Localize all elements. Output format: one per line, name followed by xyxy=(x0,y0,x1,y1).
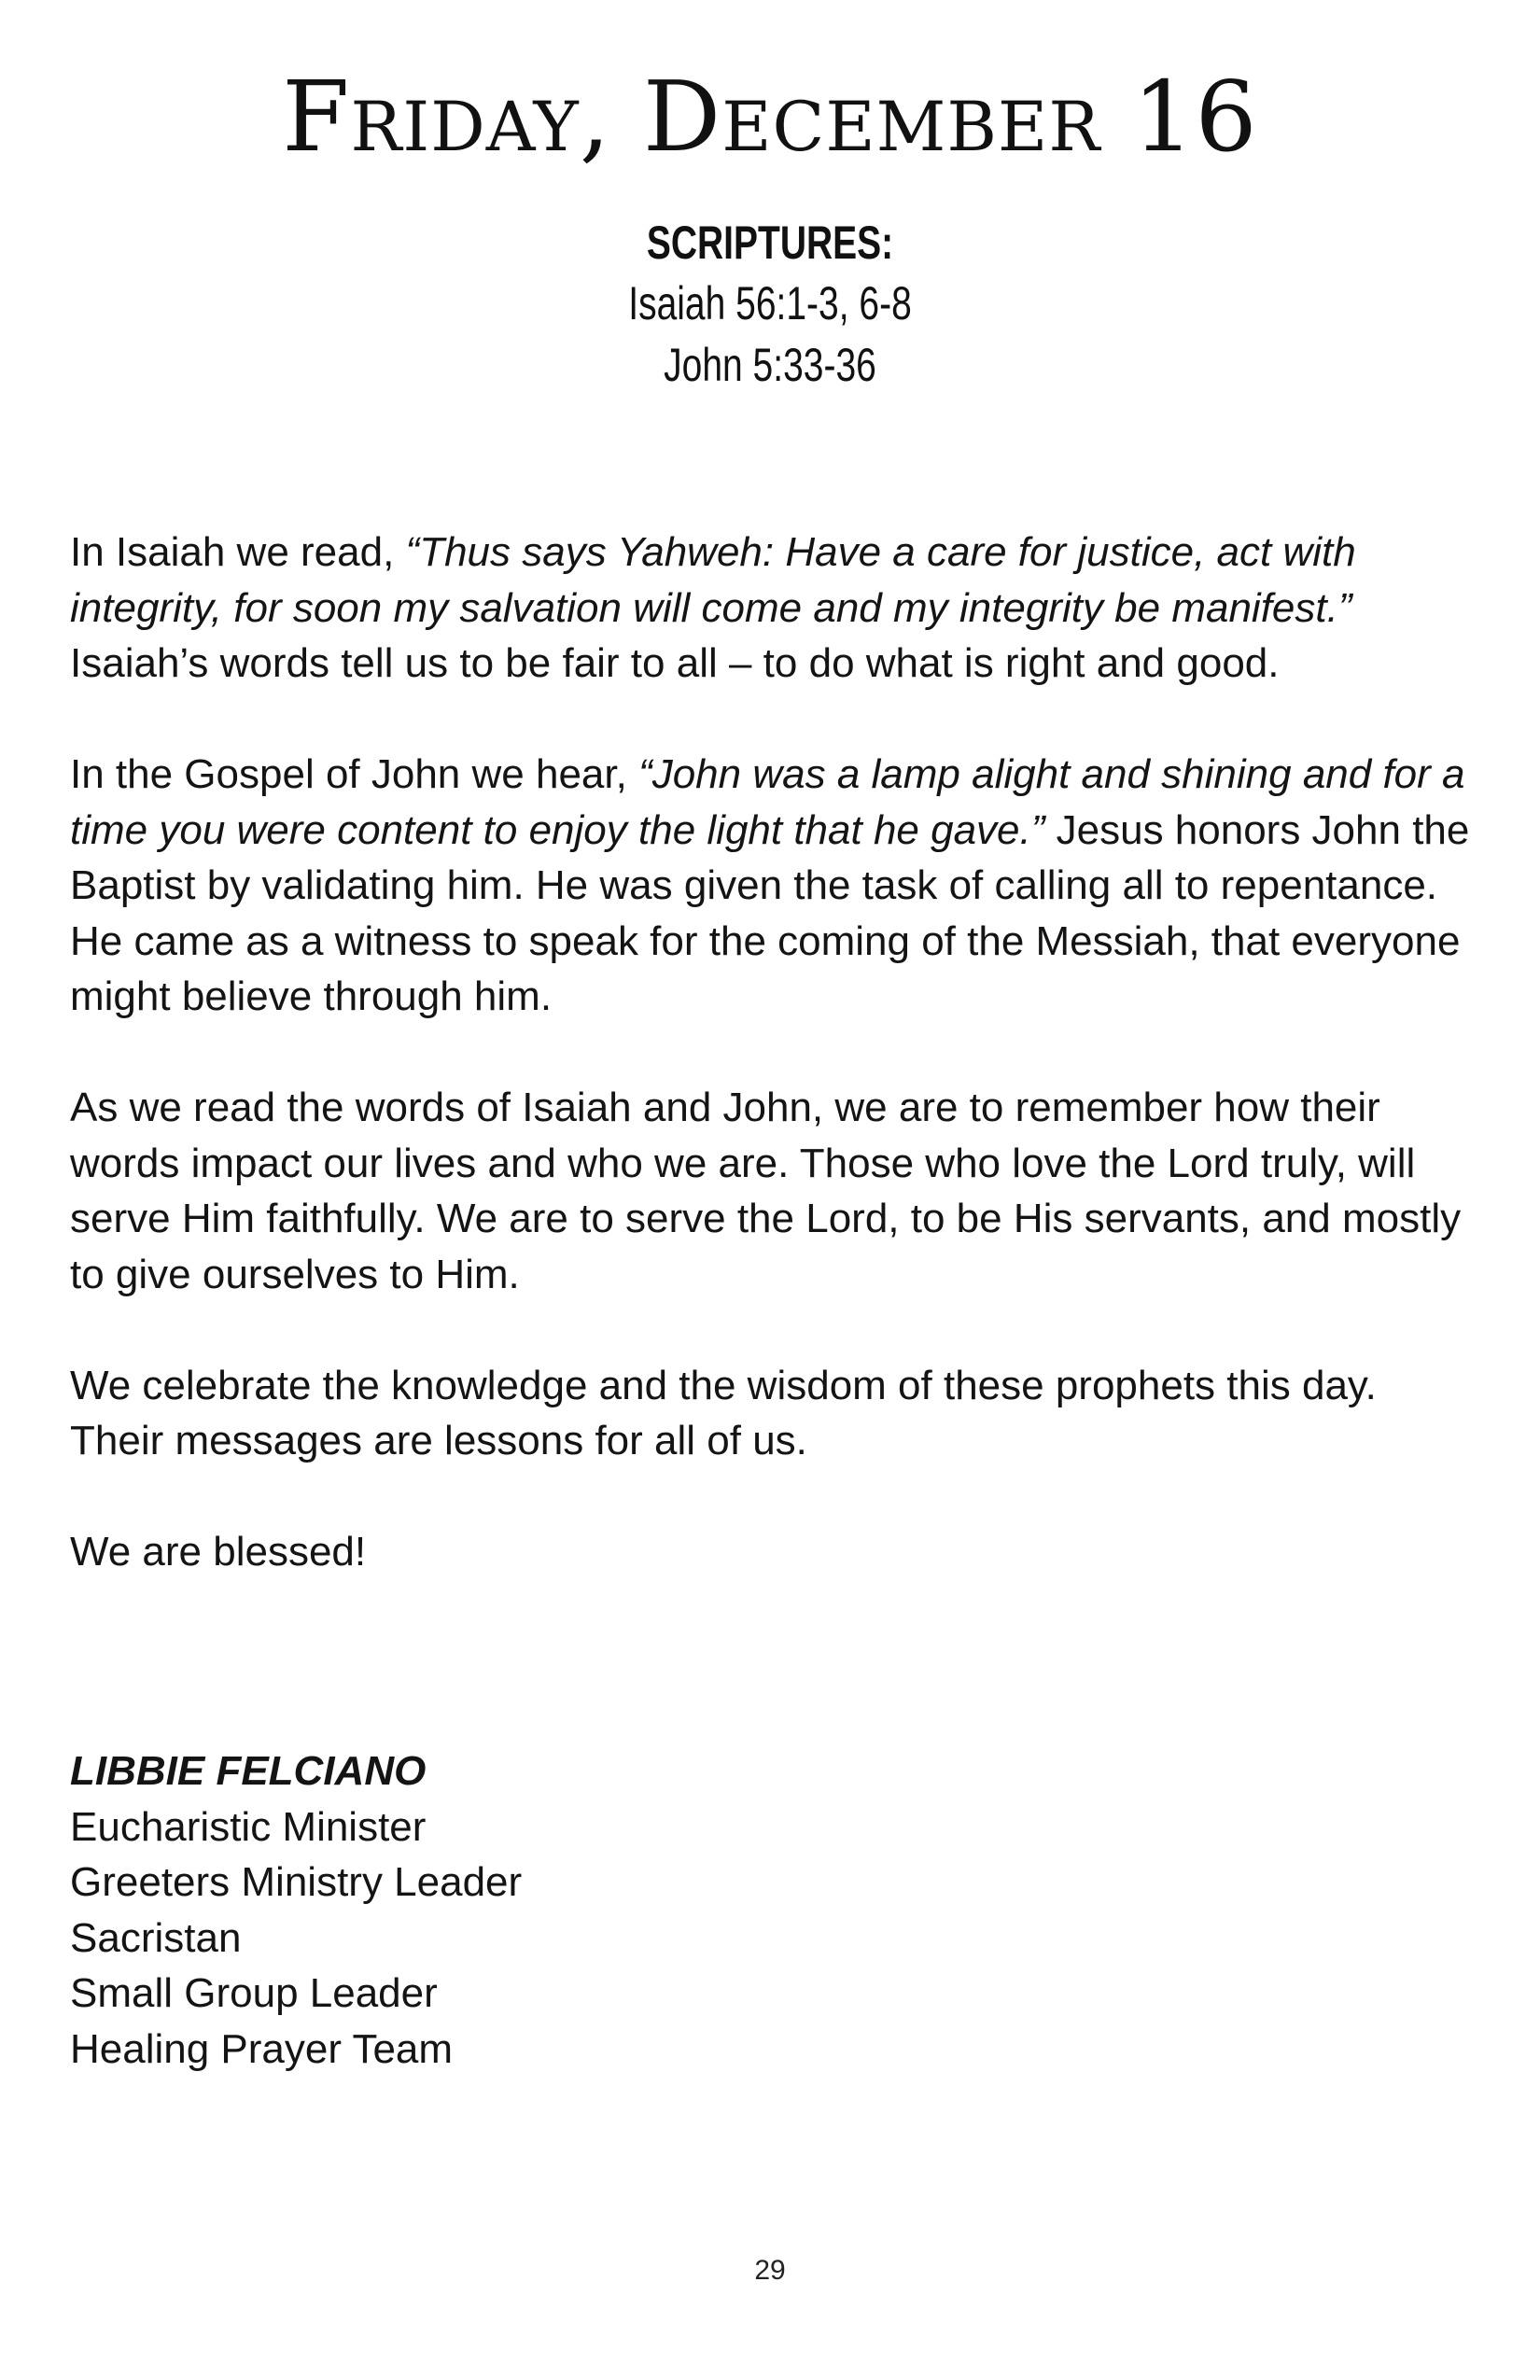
reflection-body xyxy=(70,525,1470,1635)
author-role: Greeters Ministry Leader xyxy=(70,1859,523,1905)
scripture-reference: Isaiah 56:1-3, 6-8 xyxy=(628,277,912,329)
author-role: Small Group Leader xyxy=(70,1970,438,2016)
scripture-reference: John 5:33-36 xyxy=(664,339,876,391)
paragraph: We celebrate the knowledge and the wisdom of these prophets this day. Their messages are lessons for all of us. xyxy=(70,1362,1377,1463)
paragraph-intro: In the Gospel of John we hear, xyxy=(70,751,639,797)
scriptures-label: SCRIPTURES: xyxy=(646,217,894,269)
paragraph: As we read the words of Isaiah and John, we are to remember how their words impact our lives and who we are. Those who love the Lord truly, will serve Him faithfully. We are to serve the Lord, to be His servants, and mostly to give ourselves to Him. xyxy=(70,1085,1462,1297)
paragraph-text: Isaiah’s words tell us to be fair to all – to do what is right and good. xyxy=(70,640,1280,686)
paragraph-text: Jesus honors John the Baptist by validating him. He was given the task of calling all to repentance. He came as a witness to speak for the coming of the Messiah, that everyone might believe through him. xyxy=(70,806,1470,1019)
scripture-quote: “Thus says Yahweh: Have a care for justice, act with integrity, for soon my salvation will come and my integrity be manifest.” xyxy=(70,529,1356,631)
paragraph-intro: In Isaiah we read, xyxy=(70,529,406,575)
paragraph: We are blessed! xyxy=(70,1529,367,1575)
author-name: LIBBIE FELCIANO xyxy=(70,1748,427,1794)
author-role: Eucharistic Minister xyxy=(70,1803,427,1850)
paragraph xyxy=(70,525,1470,692)
scripture-quote: “John was a lamp alight and shining and for a time you were content to enjoy the light that he gave.” xyxy=(70,751,1465,853)
author-signature xyxy=(70,1743,1190,2077)
author-role: Healing Prayer Team xyxy=(70,2025,454,2072)
paragraph xyxy=(70,747,1470,1025)
author-role: Sacristan xyxy=(70,1914,242,1961)
scriptures-block xyxy=(0,213,1540,396)
page-title: Friday, December 16 xyxy=(282,60,1258,174)
page-number: 29 xyxy=(754,2255,786,2286)
